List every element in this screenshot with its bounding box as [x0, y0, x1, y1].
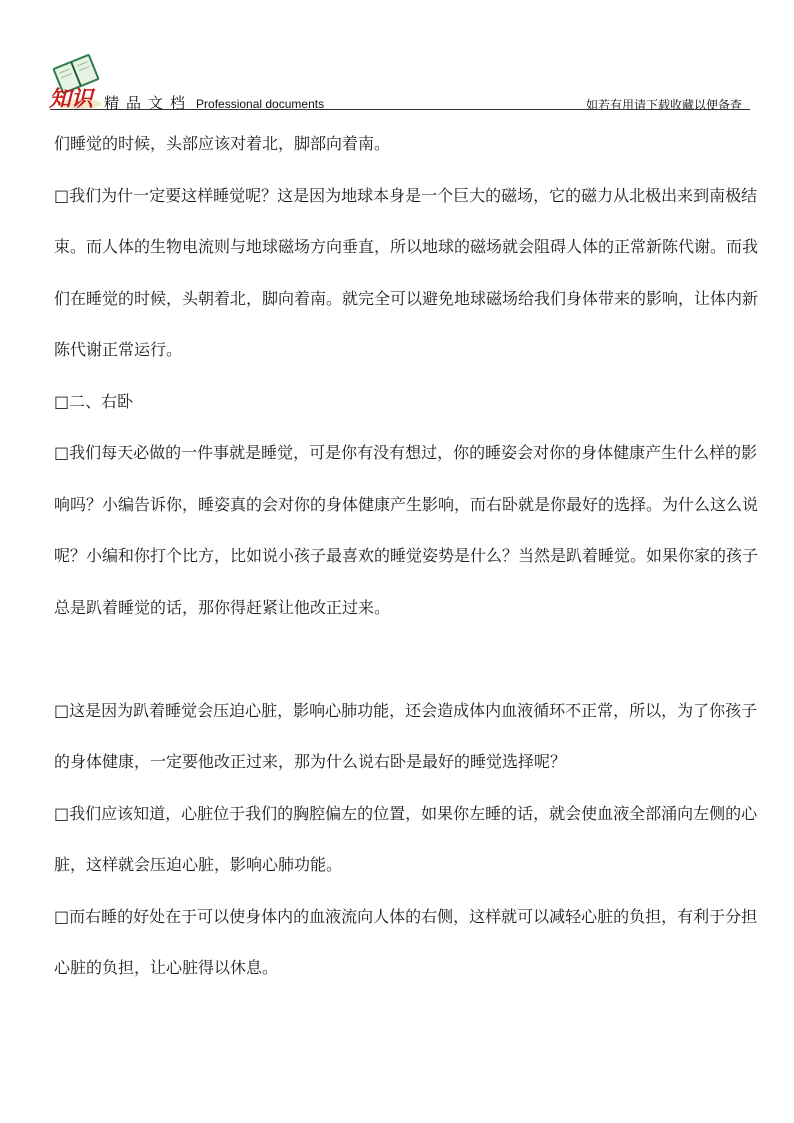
document-body [54, 118, 766, 994]
header-divider [50, 109, 750, 110]
paragraph: □我们每天必做的一件事就是睡觉，可是你有没有想过，你的睡姿会对你的身体健康产生什么样的影响吗？小编告诉你，睡姿真的会对你的身体健康产生影响，而右卧就是你最好的选择。为什么这么说呢？小编和你打个比方，比如说小孩子最喜欢的睡觉姿势是什么？当然是趴着睡觉。如果你家的孩子总是趴着睡觉的话，那你得赶紧让他改正过来。 [54, 443, 759, 617]
logo-text: 知识 [49, 86, 94, 110]
paragraph: □这是因为趴着睡觉会压迫心脏，影响心肺功能，还会造成体内血液循环不正常，所以，为了你孩子的身体健康，一定要他改正过来，那为什么说右卧是最好的睡觉选择呢？ [54, 700, 758, 771]
paragraph: □我们应该知道，心脏位于我们的胸腔偏左的位置，如果你左睡的话，就会使血液全部涌向左侧的心脏，这样就会压迫心脏，影响心肺功能。 [54, 803, 758, 874]
paragraph: □而右睡的好处在于可以使身体内的血液流向人体的右侧，这样就可以减轻心脏的负担，有利于分担心脏的负担，让心脏得以休息。 [54, 906, 758, 977]
page-header [0, 0, 794, 112]
blank-line [54, 633, 766, 685]
header-note: 如若有用请下载收藏以便备查 [585, 98, 742, 112]
paragraph: □我们为什一定要这样睡觉呢？这是因为地球本身是一个巨大的磁场，它的磁力从北极出来到南极结束。而人体的生物电流则与地球磁场方向垂直，所以地球的磁场就会阻碍人体的正常新陈代谢。而我们在睡觉的时候，头朝着北，脚向着南。就完全可以避免地球磁场给我们身体带来的影响，让体内新陈代谢正常运行。 [54, 185, 759, 359]
header-title: 精品文档 [104, 94, 193, 112]
book-logo-icon [46, 52, 102, 110]
section-heading: □二、右卧 [54, 391, 134, 411]
paragraph: 们睡觉的时候，头部应该对着北，脚部向着南。 [54, 134, 391, 153]
header-subtitle: Professional documents [196, 97, 325, 111]
